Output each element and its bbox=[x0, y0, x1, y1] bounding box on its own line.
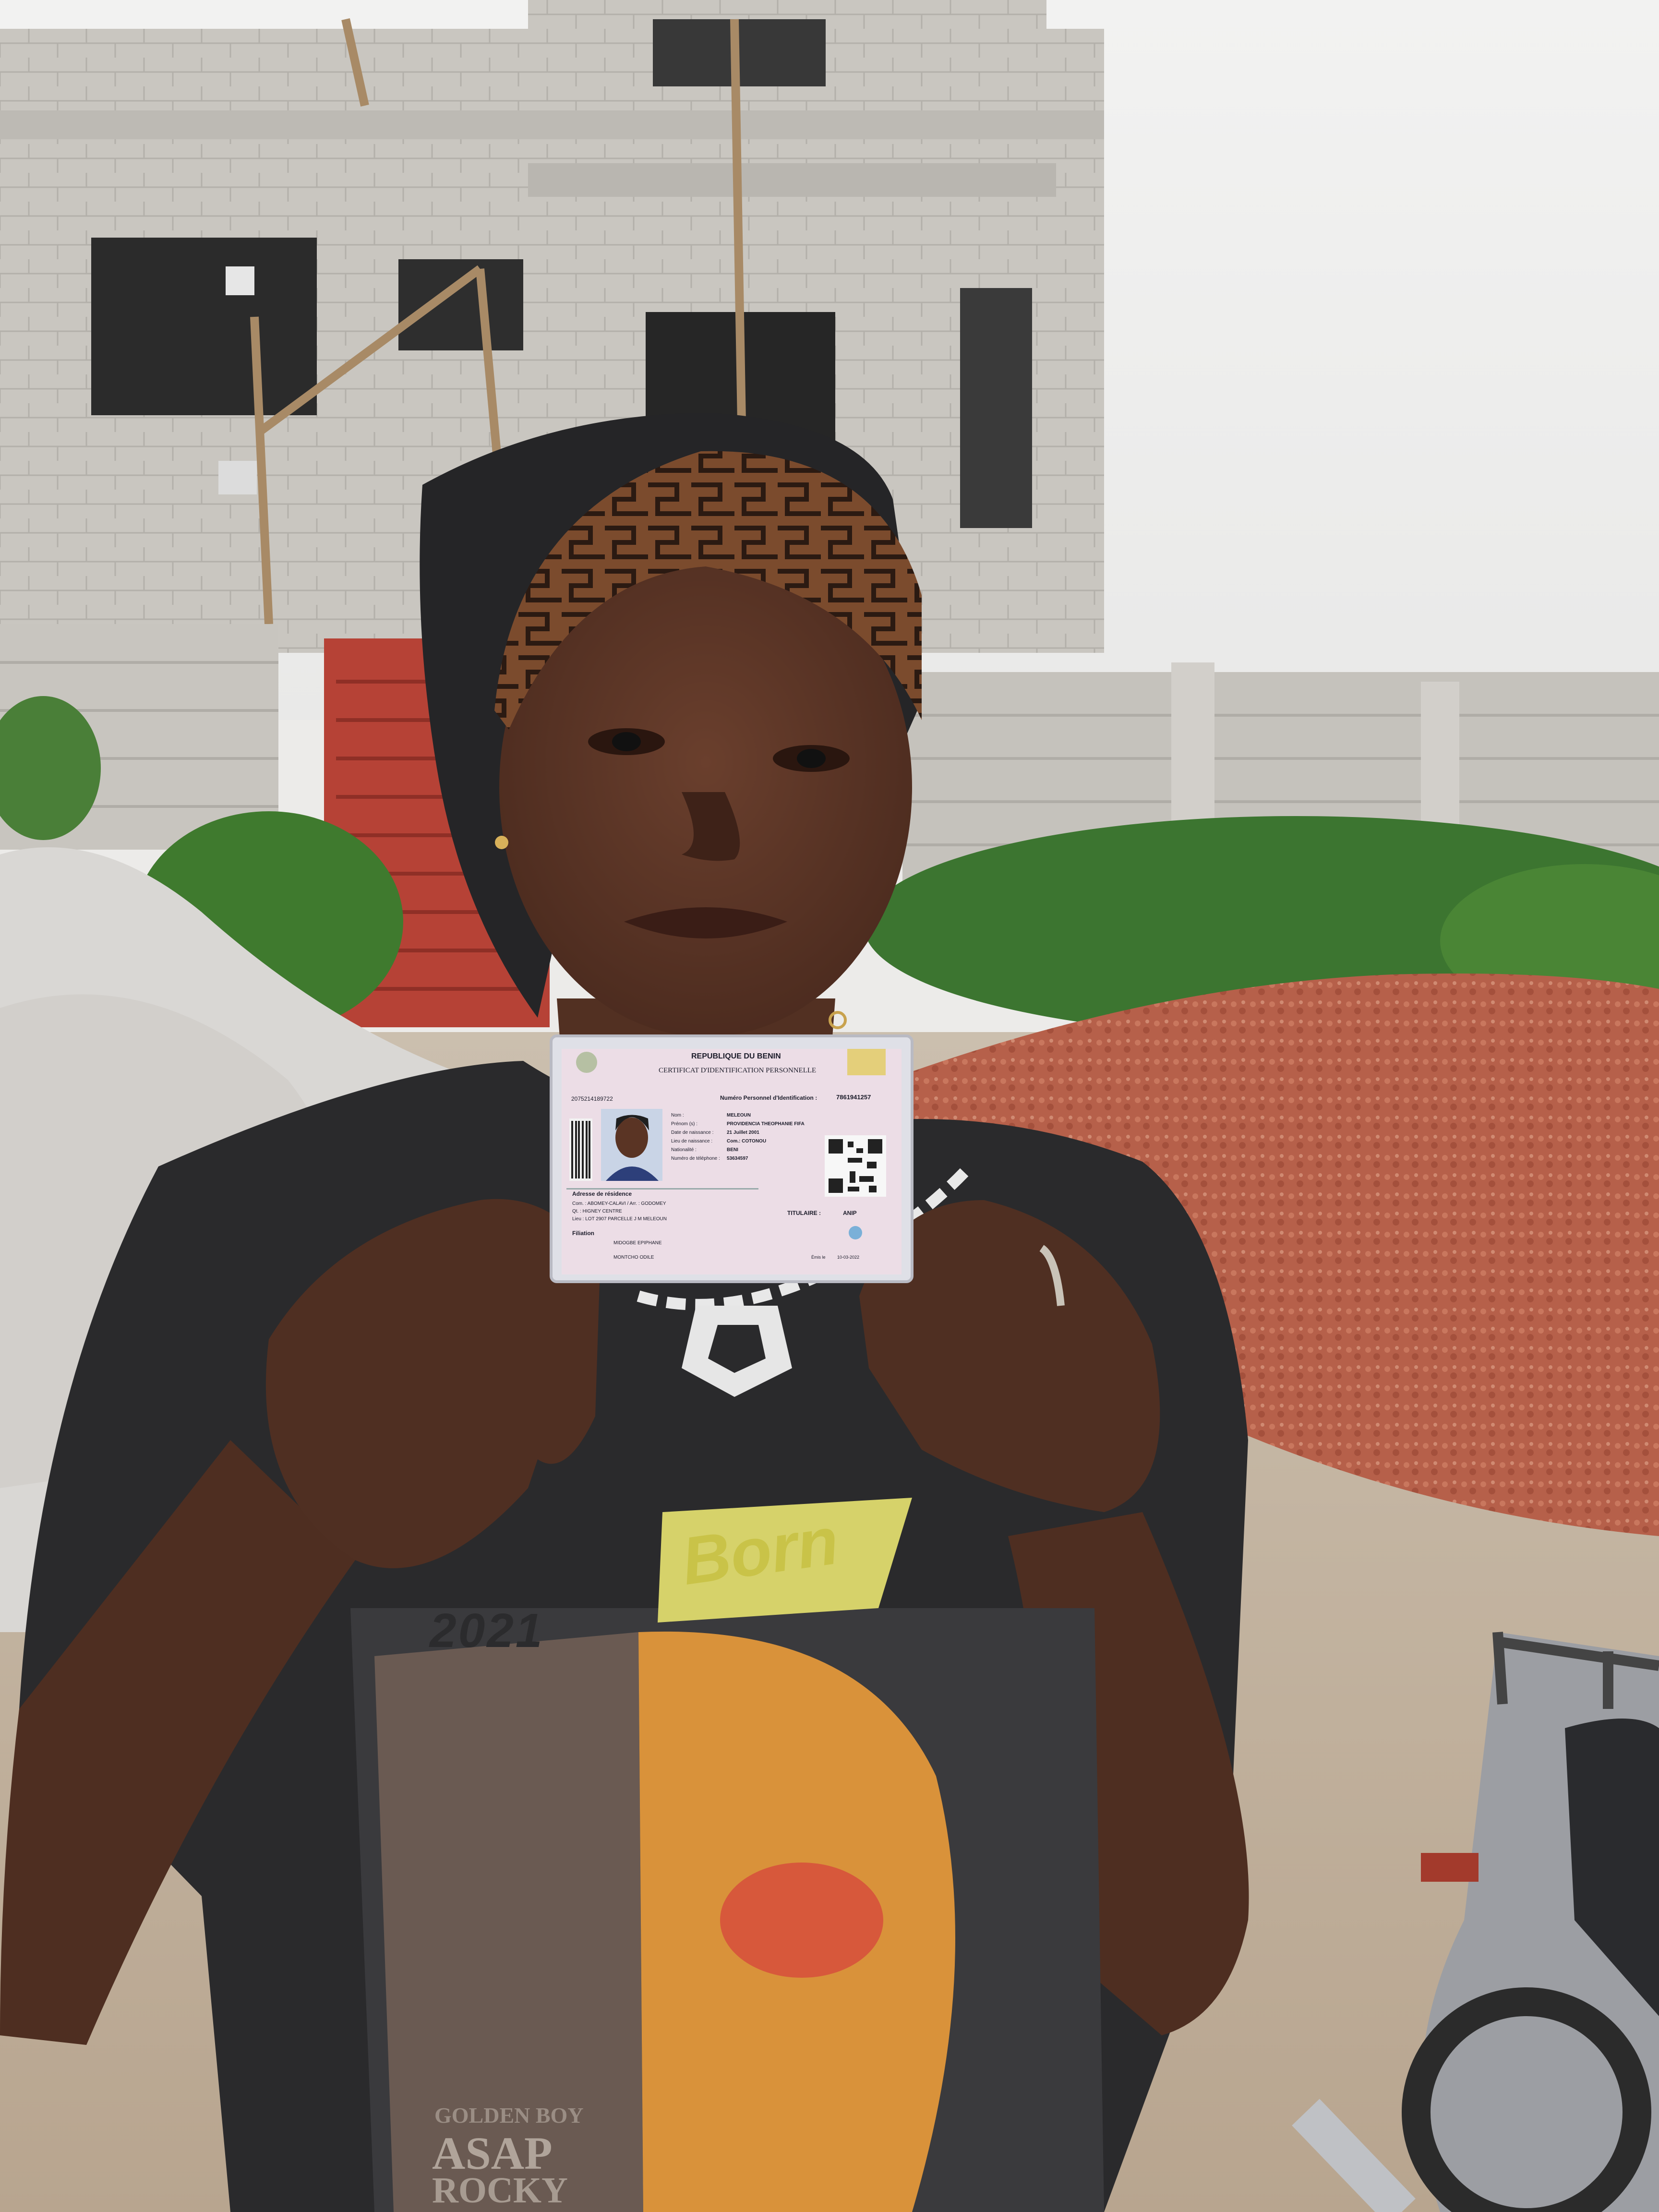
card-field-row bbox=[671, 1156, 815, 1165]
shirt-year: 2021 bbox=[430, 1604, 544, 1658]
barcode-image bbox=[569, 1118, 592, 1181]
anip-logo bbox=[847, 1049, 886, 1075]
emblem-logo bbox=[576, 1052, 597, 1073]
card-titulaire-label: TITULAIRE : bbox=[787, 1210, 821, 1216]
card-filiation-line: MIDOGBE EPIPHANE bbox=[613, 1240, 662, 1246]
card-serial: 2075214189722 bbox=[571, 1095, 613, 1102]
field-label: Lieu de naissance : bbox=[671, 1139, 713, 1144]
card-issue-date: 10-03-2022 bbox=[837, 1255, 860, 1260]
head bbox=[420, 413, 922, 1037]
field-value: 53634597 bbox=[727, 1156, 748, 1161]
card-filiation-label: Filiation bbox=[572, 1230, 594, 1237]
card-filiation-line: MONTCHO ODILE bbox=[613, 1255, 654, 1260]
seal-logo bbox=[849, 1226, 862, 1239]
card-title: CERTIFICAT D'IDENTIFICATION PERSONNELLE bbox=[659, 1067, 817, 1074]
card-country: REPUBLIQUE DU BENIN bbox=[691, 1052, 781, 1060]
card-anip-label: ANIP bbox=[843, 1210, 857, 1216]
card-address-line: Lieu : LOT 2907 PARCELLE J M MELEOUN bbox=[572, 1216, 667, 1222]
qr-code-image bbox=[825, 1135, 886, 1197]
card-field-row bbox=[671, 1121, 815, 1130]
card-issued-label: Émis le bbox=[811, 1255, 826, 1260]
field-value: 21 Juillet 2001 bbox=[727, 1130, 759, 1135]
card-field-row bbox=[671, 1130, 815, 1139]
card-npi-label: Numéro Personnel d'Identification : bbox=[720, 1094, 817, 1101]
field-label: Numéro de téléphone : bbox=[671, 1156, 720, 1161]
card-address-line: Qt. : HIGNEY CENTRE bbox=[572, 1209, 622, 1214]
card-field-row bbox=[671, 1139, 815, 1147]
shirt-graphic-word: Born bbox=[677, 1503, 843, 1599]
field-label: Date de naissance : bbox=[671, 1130, 714, 1135]
shirt-bottom-line1: GOLDEN BOY bbox=[434, 2103, 584, 2128]
field-label: Nom : bbox=[671, 1113, 684, 1118]
field-value: PROVIDENCIA THEOPHANIE FIFA bbox=[727, 1121, 805, 1127]
card-address-label: Adresse de résidence bbox=[572, 1190, 632, 1197]
field-value: Com.: COTONOU bbox=[727, 1139, 767, 1144]
card-npi-value: 7861941257 bbox=[836, 1094, 871, 1101]
card-fields bbox=[671, 1113, 815, 1165]
field-label: Prénom (s) : bbox=[671, 1121, 698, 1127]
card-address-line: Com. : ABOMEY-CALAVI / Arr. : GODOMEY bbox=[572, 1201, 666, 1206]
shirt-bottom-line2: ASAP bbox=[432, 2128, 553, 2179]
card-field-row bbox=[671, 1113, 815, 1121]
field-value: MELEOUN bbox=[727, 1113, 751, 1118]
field-label: Nationalité : bbox=[671, 1147, 697, 1153]
shirt-bottom-line3: ROCKY bbox=[432, 2170, 568, 2211]
card-field-row bbox=[671, 1147, 815, 1156]
field-value: BENI bbox=[727, 1147, 738, 1153]
portrait-photo bbox=[601, 1109, 662, 1181]
